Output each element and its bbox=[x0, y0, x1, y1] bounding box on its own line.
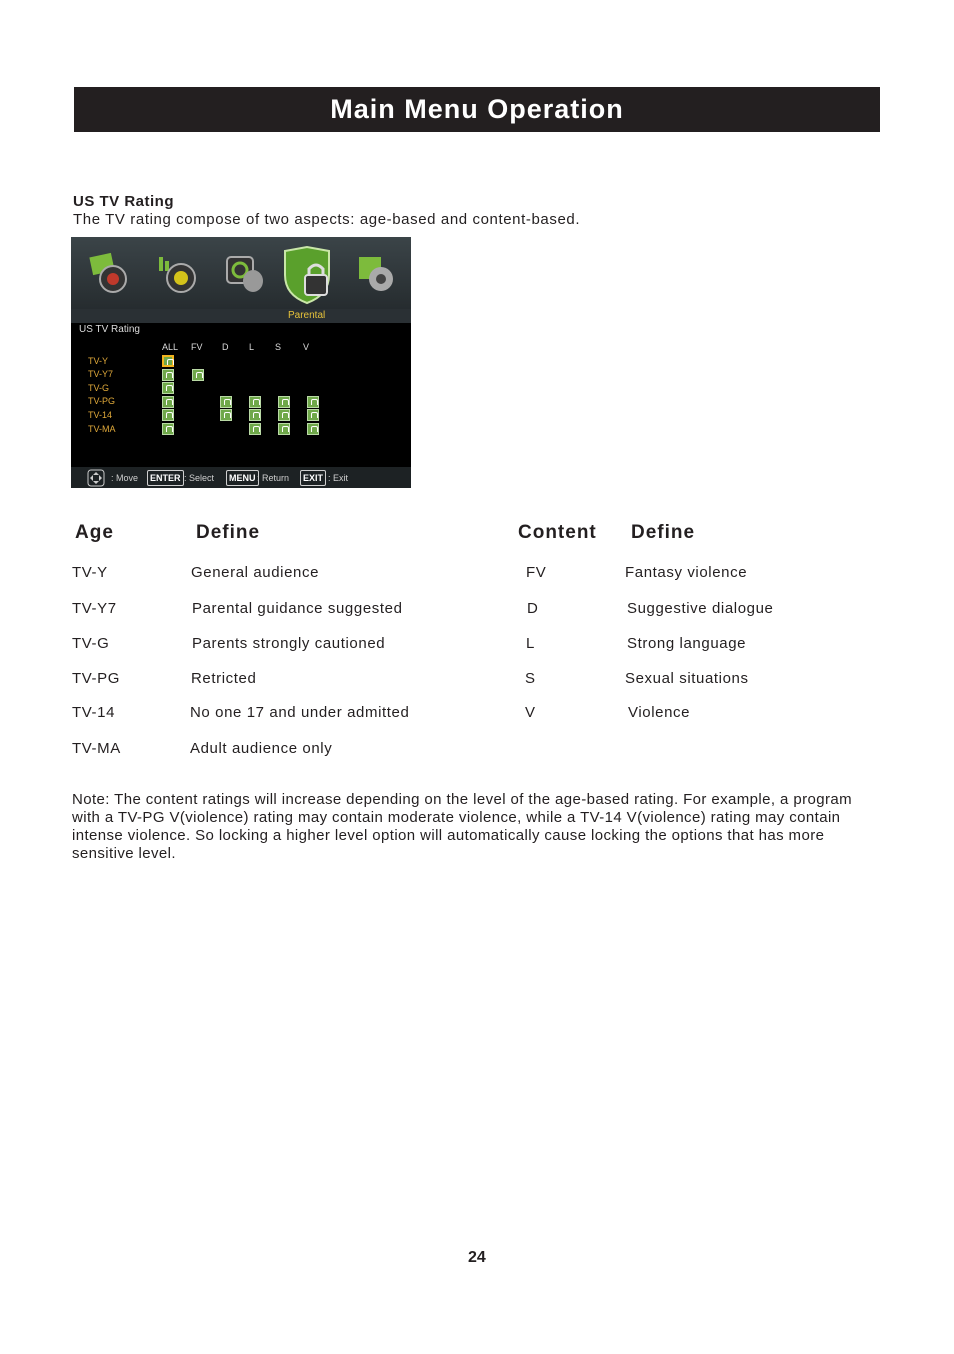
page-title: Main Menu Operation bbox=[330, 94, 624, 124]
row-tv-ma: TV-MA bbox=[88, 424, 116, 434]
lock-toggle[interactable] bbox=[249, 396, 261, 408]
age-define: Retricted bbox=[191, 670, 257, 687]
dpad-icon bbox=[87, 469, 105, 487]
return-label: : Return bbox=[257, 473, 290, 483]
move-label: : Move bbox=[111, 473, 139, 483]
lock-icon[interactable] bbox=[281, 245, 333, 305]
content-header: Content bbox=[518, 522, 597, 543]
row-tv-y7: TV-Y7 bbox=[88, 369, 114, 379]
channel-icon[interactable] bbox=[223, 251, 267, 295]
content-define: Fantasy violence bbox=[625, 564, 748, 581]
lock-toggle[interactable] bbox=[278, 423, 290, 435]
content-define: Sexual situations bbox=[625, 670, 749, 687]
age-code: TV-14 bbox=[72, 704, 116, 721]
picture-icon[interactable] bbox=[87, 251, 131, 295]
content-define: Suggestive dialogue bbox=[627, 600, 774, 617]
lock-toggle[interactable] bbox=[192, 369, 204, 381]
lock-toggle[interactable] bbox=[162, 369, 174, 381]
age-define: Adult audience only bbox=[190, 740, 333, 757]
lock-toggle[interactable] bbox=[220, 396, 232, 408]
content-code: FV bbox=[526, 564, 547, 581]
content-define: Strong language bbox=[627, 635, 747, 652]
col-d: D bbox=[222, 342, 229, 352]
lock-toggle[interactable] bbox=[278, 396, 290, 408]
exit-label: : Exit bbox=[328, 473, 349, 483]
header-bar bbox=[74, 87, 880, 132]
enter-key: ENTER bbox=[147, 470, 184, 486]
content-define-header: Define bbox=[631, 522, 696, 543]
lock-toggle[interactable] bbox=[307, 409, 319, 421]
age-define-header: Define bbox=[196, 522, 261, 543]
tv-screen bbox=[71, 237, 411, 488]
row-tv-y: TV-Y bbox=[88, 356, 109, 366]
lock-toggle[interactable] bbox=[278, 409, 290, 421]
content-code: D bbox=[527, 600, 539, 617]
age-define: Parents strongly cautioned bbox=[192, 635, 386, 652]
lock-toggle[interactable] bbox=[307, 423, 319, 435]
lock-toggle[interactable] bbox=[162, 409, 174, 421]
col-l: L bbox=[249, 342, 255, 352]
screen-footer bbox=[71, 467, 411, 488]
lock-toggle[interactable] bbox=[162, 396, 174, 408]
parental-tab-label: Parental bbox=[288, 310, 326, 321]
menu-icon-bar bbox=[71, 237, 411, 309]
lock-toggle[interactable] bbox=[162, 382, 174, 394]
age-define: General audience bbox=[191, 564, 320, 581]
content-code: S bbox=[525, 670, 536, 687]
age-code: TV-G bbox=[72, 635, 110, 652]
content-code: V bbox=[525, 704, 536, 721]
lock-toggle[interactable] bbox=[162, 423, 174, 435]
gear-icon[interactable] bbox=[355, 251, 399, 295]
content-code: L bbox=[526, 635, 535, 652]
row-tv-g: TV-G bbox=[88, 383, 110, 393]
page-number: 24 bbox=[468, 1249, 486, 1266]
section-title: US TV Rating bbox=[73, 193, 175, 210]
menu-key: MENU bbox=[226, 470, 259, 486]
age-define: Parental guidance suggested bbox=[192, 600, 403, 617]
age-code: TV-MA bbox=[72, 740, 121, 757]
col-s: S bbox=[275, 342, 282, 352]
menu-subbar bbox=[71, 309, 411, 323]
lock-toggle[interactable] bbox=[162, 355, 174, 367]
exit-key: EXIT bbox=[300, 470, 326, 486]
lock-toggle[interactable] bbox=[249, 423, 261, 435]
row-tv-pg: TV-PG bbox=[88, 396, 116, 406]
age-define: No one 17 and under admitted bbox=[190, 704, 410, 721]
us-tv-rating-title: US TV Rating bbox=[79, 324, 140, 335]
sound-icon[interactable] bbox=[155, 251, 199, 295]
col-fv: FV bbox=[191, 342, 203, 352]
age-header: Age bbox=[75, 522, 114, 543]
lock-toggle[interactable] bbox=[220, 409, 232, 421]
age-code: TV-PG bbox=[72, 670, 121, 687]
select-label: : Select bbox=[184, 473, 215, 483]
lock-toggle[interactable] bbox=[249, 409, 261, 421]
note-paragraph: Note: The content ratings will increase depending on the level of the age-based rating. For example, a program with a TV-PG V(violence) rating may contain moderate violence, while a TV-14 V(violence) rating may contain intense violence. So locking a higher level option will automatically cause locking the options that has more sensitive level. bbox=[72, 791, 852, 862]
intro-text: The TV rating compose of two aspects: age-based and content-based. bbox=[73, 211, 581, 228]
row-tv-14: TV-14 bbox=[88, 410, 113, 420]
age-code: TV-Y7 bbox=[72, 600, 117, 617]
lock-toggle[interactable] bbox=[307, 396, 319, 408]
col-all: ALL bbox=[162, 342, 179, 352]
age-code: TV-Y bbox=[72, 564, 108, 581]
content-define: Violence bbox=[628, 704, 691, 721]
col-v: V bbox=[303, 342, 310, 352]
